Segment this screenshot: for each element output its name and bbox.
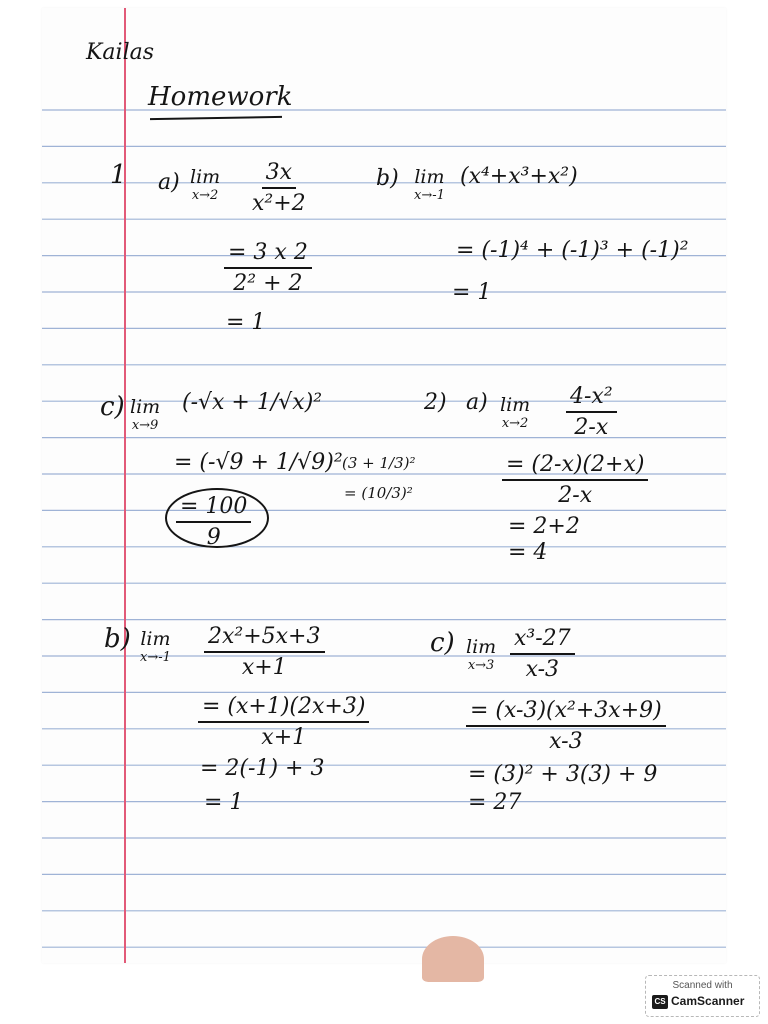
problem-2b-step2: = 2(-1) + 3 — [200, 756, 325, 781]
denominator: 2-x — [574, 415, 609, 440]
numerator: = (x-3)(x²+3x+9) — [466, 698, 666, 727]
margin-line — [124, 8, 126, 963]
problem-1b-limit — [414, 166, 445, 203]
numerator: = 100 — [176, 494, 251, 523]
problem-1c-side-2: = (10/3)² — [344, 484, 413, 502]
problem-2a-step1 — [502, 452, 648, 508]
problem-2a-result: = 4 — [508, 540, 548, 565]
problem-1c-result — [176, 494, 251, 550]
problem-1a-label: a) — [158, 170, 180, 195]
page-title: Homework — [148, 82, 293, 112]
numerator: 2x²+5x+3 — [204, 624, 325, 653]
camscanner-badge — [645, 975, 760, 1017]
numerator: 4-x² — [566, 384, 617, 413]
problem-2c-step2: = (3)² + 3(3) + 9 — [468, 762, 658, 787]
problem-1b-label: b) — [376, 166, 399, 191]
lim-approach: x→2 — [501, 416, 529, 431]
problem-2b-label: b) — [104, 624, 131, 654]
camscanner-logo-icon: CS — [652, 995, 668, 1009]
numerator: x³-27 — [510, 626, 575, 655]
problem-2c-fraction — [510, 626, 575, 682]
lim-word: lim — [130, 396, 161, 418]
problem-1c-expression: (-√x + 1/√x)² — [182, 390, 323, 415]
student-name: Kailas — [86, 40, 155, 65]
problem-2c-label: c) — [430, 628, 455, 658]
problem-2a-label: a) — [466, 390, 488, 415]
lim-word: lim — [414, 166, 445, 188]
lim-word: lim — [500, 394, 531, 416]
problem-1b-step1: = (-1)⁴ + (-1)³ + (-1)² — [456, 238, 689, 263]
lim-approach: x→-1 — [140, 650, 171, 665]
denominator: 2² + 2 — [233, 271, 303, 296]
problem-2b-fraction — [204, 624, 325, 680]
problem-2b-step1 — [198, 694, 369, 750]
problem-2a-fraction — [566, 384, 617, 440]
denominator: 2-x — [558, 483, 593, 508]
problem-1a-step1 — [224, 240, 312, 296]
lim-approach: x→9 — [131, 418, 159, 433]
problem-1c-limit — [130, 396, 160, 433]
problem-2-number: 2) — [424, 390, 447, 415]
lim-word: lim — [190, 166, 221, 188]
numerator: = 3 x 2 — [224, 240, 312, 269]
problem-1a-fraction — [252, 160, 306, 216]
denominator: x-3 — [549, 729, 583, 754]
lim-approach: x→-1 — [414, 188, 445, 203]
problem-2b-result: = 1 — [204, 790, 244, 815]
problem-1c-side-1: (3 + 1/3)² — [342, 454, 416, 472]
denominator: x-3 — [525, 657, 560, 682]
numerator: 3x — [262, 160, 296, 189]
denominator: x+1 — [261, 725, 307, 750]
problem-2a-limit — [500, 394, 530, 431]
problem-1-number: 1 — [110, 160, 127, 190]
problem-2c-limit — [466, 636, 496, 673]
problem-1b-result: = 1 — [452, 280, 492, 305]
lim-word: lim — [140, 628, 171, 650]
badge-brand: CamScanner — [671, 994, 745, 1008]
lim-approach: x→2 — [191, 188, 219, 203]
problem-1a-result: = 1 — [226, 310, 266, 335]
problem-2a-step2: = 2+2 — [508, 514, 580, 539]
problem-1c-step1: = (-√9 + 1/√9)² — [174, 450, 343, 475]
thumb-photo — [422, 936, 484, 982]
denominator: 9 — [206, 525, 221, 550]
badge-caption: Scanned with — [672, 980, 733, 991]
problem-1c-label: c) — [100, 392, 125, 422]
lim-word: lim — [466, 636, 497, 658]
numerator: = (x+1)(2x+3) — [198, 694, 369, 723]
problem-1b-expression: (x⁴+x³+x²) — [460, 164, 578, 189]
denominator: x+1 — [241, 655, 287, 680]
numerator: = (2-x)(2+x) — [502, 452, 648, 481]
denominator: x²+2 — [252, 191, 306, 216]
problem-1a-limit — [190, 166, 220, 203]
problem-2b-limit — [140, 628, 171, 665]
problem-2c-result: = 27 — [468, 790, 522, 815]
problem-2c-step1 — [466, 698, 666, 754]
lim-approach: x→3 — [467, 658, 495, 673]
